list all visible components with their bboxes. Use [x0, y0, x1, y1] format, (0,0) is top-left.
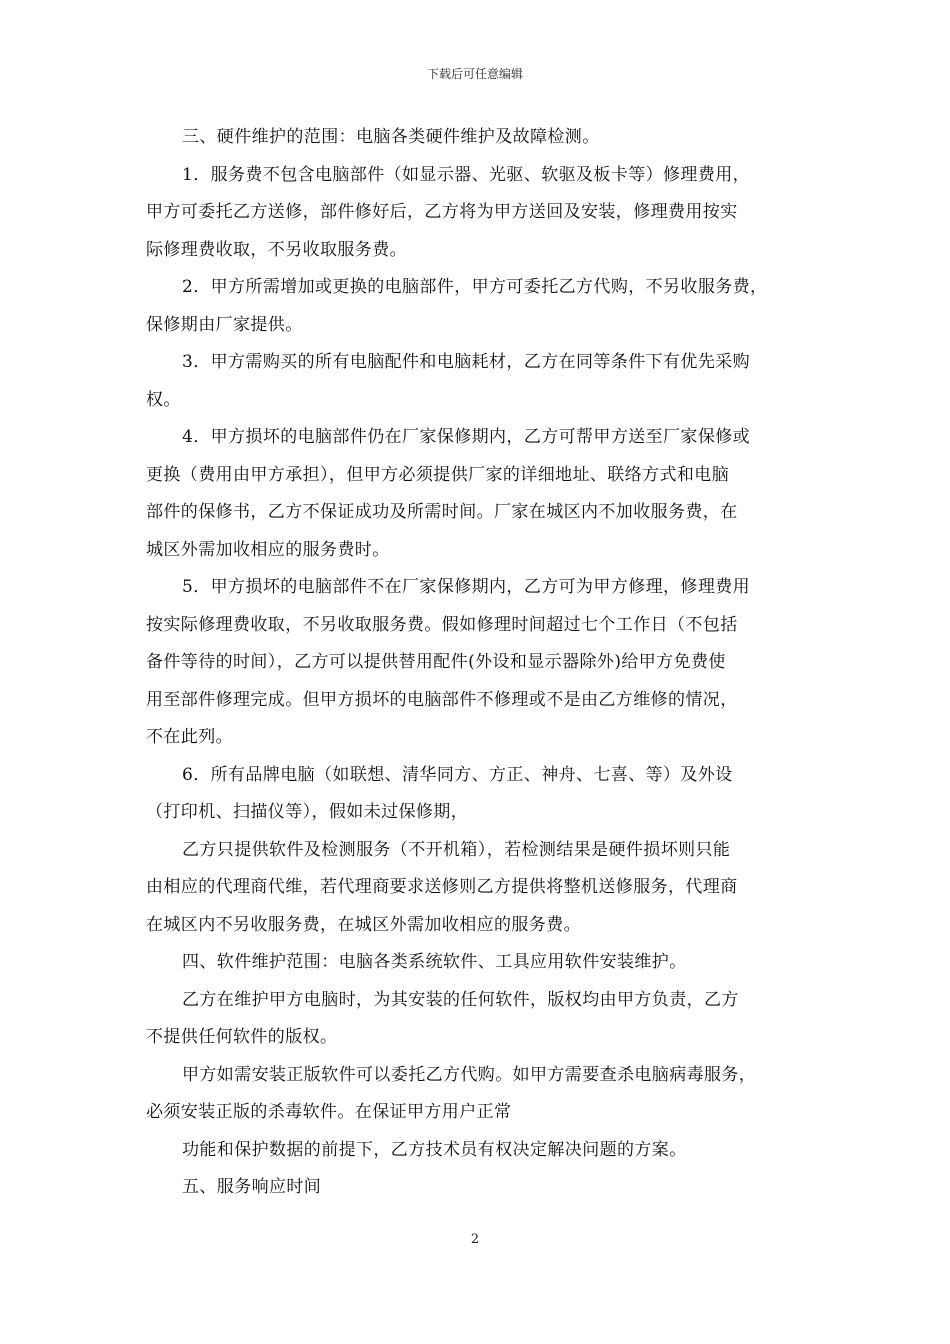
text-line: 6．所有品牌电脑（如联想、清华同方、方正、神舟、七喜、等）及外设 [182, 764, 733, 785]
text-line: 不在此列。 [146, 727, 233, 747]
text-line: 备件等待的时间），乙方可以提供替用配件(外设和显示器除外)给甲方免费使 [146, 652, 726, 672]
text-line: 三、硬件维护的范围：电脑各类硬件维护及故障检测。 [182, 127, 600, 147]
text-line: （打印机、扫描仪等），假如未过保修期， [146, 802, 469, 822]
text-line: 1．服务费不包含电脑部件（如显示器、光驱、软驱及板卡等）修理费用， [182, 164, 751, 185]
text-line: 由相应的代理商代维，若代理商要求送修则乙方提供将整机送修服务，代理商 [146, 877, 738, 897]
page-number: 2 [470, 1232, 480, 1247]
text-line: 用至部件修理完成。但甲方损坏的电脑部件不修理或不是由乙方维修的情况， [146, 689, 738, 710]
document-body [146, 119, 812, 1207]
text-line: 乙方只提供软件及检测服务（不开机箱），若检测结果是硬件损坏则只能 [182, 839, 731, 860]
text-line: 4．甲方损坏的电脑部件仍在厂家保修期内，乙方可帮甲方送至厂家保修或 [182, 427, 751, 447]
text-line: 城区外需加收相应的服务费时。 [146, 539, 390, 560]
text-line: 甲方如需安装正版软件可以委托乙方代购。如甲方需要查杀电脑病毒服务， [182, 1064, 757, 1085]
text-line: 更换（费用由甲方承担），但甲方必须提供厂家的详细地址、联络方式和电脑 [146, 464, 730, 485]
text-line: 保修期由厂家提供。 [146, 314, 303, 335]
text-line: 3．甲方需购买的所有电脑配件和电脑耗材，乙方在同等条件下有优先采购 [182, 352, 751, 372]
text-line: 功能和保护数据的前提下，乙方技术员有权决定解决问题的方案。 [182, 1139, 687, 1160]
text-line: 必须安装正版的杀毒软件。在保证甲方用户正常 [146, 1102, 512, 1122]
text-line: 际修理费收取，不另收取服务费。 [146, 239, 407, 260]
text-line: 五、服务响应时间 [182, 1177, 322, 1197]
text-line: 不提供任何软件的版权。 [146, 1027, 338, 1047]
text-line: 在城区内不另收服务费，在城区外需加收相应的服务费。 [146, 914, 581, 935]
text-line: 部件的保修书，乙方不保证成功及所需时间。厂家在城区内不加收服务费，在 [146, 502, 738, 522]
text-line: 2．甲方所需增加或更换的电脑部件，甲方可委托乙方代购，不另收服务费， [182, 277, 768, 297]
text-line: 甲方可委托乙方送修，部件修好后，乙方将为甲方送回及安装，修理费用按实 [146, 202, 738, 222]
text-line: 5．甲方损坏的电脑部件不在厂家保修期内，乙方可为甲方修理，修理费用 [182, 577, 751, 597]
page-header: 下载后可任意编辑 [426, 67, 523, 81]
text-line: 权。 [146, 389, 181, 410]
text-line: 四、软件维护范围：电脑各类系统软件、工具应用软件安装维护。 [182, 952, 687, 972]
text-line: 按实际修理费收取，不另收取服务费。假如修理时间超过七个工作日（不包括 [146, 614, 738, 635]
text-line: 乙方在维护甲方电脑时，为其安装的任何软件，版权均由甲方负责，乙方 [182, 989, 739, 1010]
